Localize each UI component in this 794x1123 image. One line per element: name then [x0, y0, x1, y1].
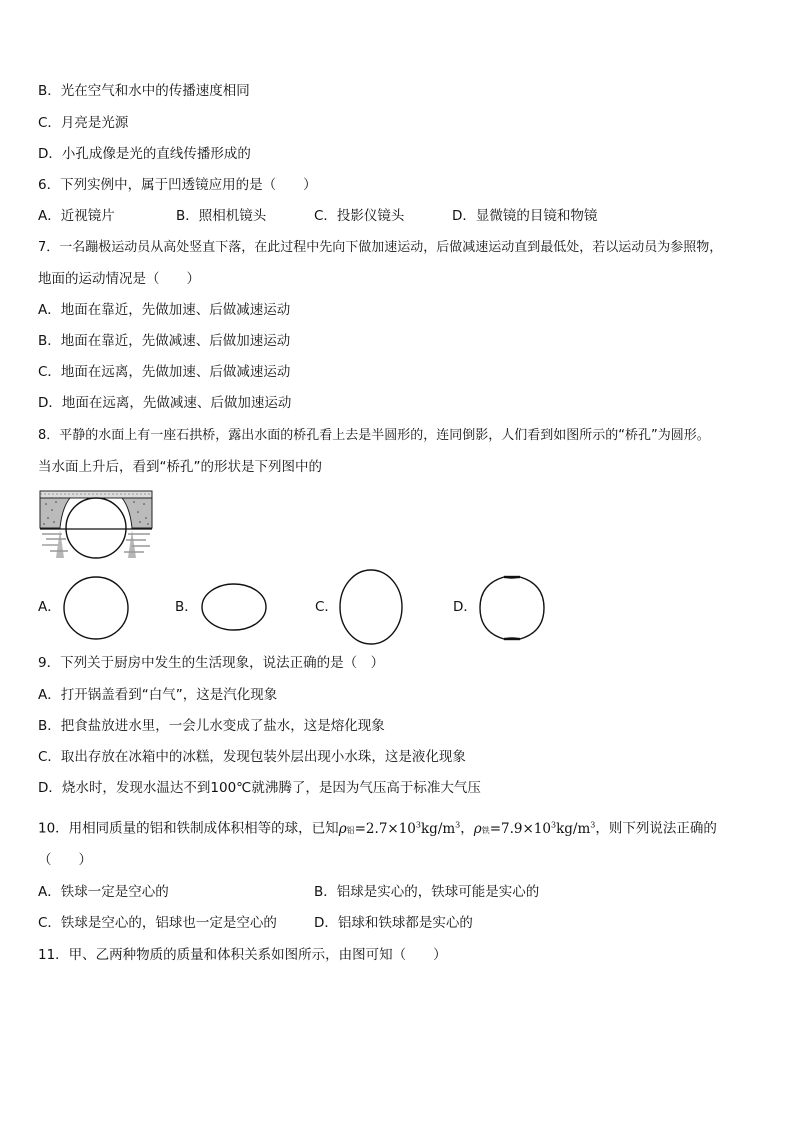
q7-option-b: B．地面在靠近，先做减速、后做加速运动: [38, 333, 291, 349]
q7-option-c: C．地面在远离，先做加速、后做减速运动: [38, 364, 291, 380]
q9-stem: 9．下列关于厨房中发生的生活现象，说法正确的是（ ）: [38, 655, 385, 671]
iron-density-value: =7.9×10: [489, 820, 551, 837]
q8-stem-line2: 当水面上升后，看到“桥孔”的形状是下列图中的: [38, 459, 322, 475]
q10-options-row1: [38, 883, 758, 901]
aluminum-subscript: 铝: [346, 825, 355, 835]
q9-option-a: A．打开锅盖看到“白气”，这是汽化现象: [38, 687, 278, 703]
q9-option-b: B．把食盐放进水里，一会儿水变成了盐水，这是熔化现象: [38, 718, 385, 734]
density-unit: kg/m: [421, 820, 456, 837]
q8-label-a: A．: [38, 599, 61, 615]
q8-choice-b-ellipse: [200, 582, 268, 632]
q10-option-a: A．铁球一定是空心的: [38, 884, 169, 900]
q9-option-d: D．烧水时，发现水温达不到100℃就沸腾了，是因为气压高于标准大气压: [38, 780, 481, 796]
q10-option-d: D．铝球和铁球都是实心的: [314, 915, 473, 931]
q8-choice-d-shape: [477, 574, 547, 642]
q10-stem-text: 10．用相同质量的铝和铁制成体积相等的球，已知: [38, 820, 339, 837]
q10-options-row2: [38, 914, 758, 932]
q6-stem: 6．下列实例中，属于凹透镜应用的是（ ）: [38, 177, 317, 193]
q10-stem: 10．用相同质量的铝和铁制成体积相等的球，已知ρ铝$=2.7\times 10^3kg/m^3$，ρ铁$=7.9\times 10^3kg/m^3$，则下列说法正确的: [38, 820, 717, 837]
q5-option-d: D．小孔成像是光的直线传播形成的: [38, 146, 251, 162]
q6-options: [38, 207, 758, 225]
q7-option-d: D．地面在远离，先做减速、后做加速运动: [38, 395, 292, 411]
iron-subscript: 铁: [481, 825, 490, 835]
q9-option-c: C．取出存放在冰箱中的冰糕，发现包装外层出现小水珠，这是液化现象: [38, 749, 466, 765]
q6-option-d: D．显微镜的目镜和物镜: [452, 208, 598, 224]
q8-label-b: B．: [175, 599, 198, 615]
q10-option-c: C．铁球是空心的，铝球也一定是空心的: [38, 915, 277, 931]
q8-choice-a-circle: [62, 575, 130, 641]
q7-stem-line2: 地面的运动情况是（ ）: [38, 271, 200, 287]
q10-stem-tail: ，则下列说法正确的: [595, 820, 717, 837]
q7-option-a: A．地面在靠近，先做加速、后做减速运动: [38, 302, 291, 318]
q8-label-c: C．: [315, 599, 338, 615]
rho-aluminum: ρ铝: [338, 820, 355, 837]
q5-option-b: B．光在空气和水中的传播速度相同: [38, 83, 250, 99]
q6-option-b: B．照相机镜头: [176, 208, 267, 224]
q6-option-a: A．近视镜片: [38, 208, 115, 224]
q8-stem-line1: 8．平静的水面上有一座石拱桥，露出水面的桥孔看上去是半圆形的，连同倒影，人们看到如图所示的“桥孔”为圆形。: [38, 428, 710, 443]
q8-choice-c-ellipse: [338, 568, 404, 646]
q11-stem: 11．甲、乙两种物质的质量和体积关系如图所示，由图可知（ ）: [38, 947, 447, 963]
bridge-figure: [40, 488, 152, 558]
rho-iron: ρ铁: [473, 820, 490, 837]
q10-answer-paren: （ ）: [38, 852, 92, 868]
q8-label-d: D．: [453, 599, 477, 615]
aluminum-density-value: =2.7×10: [354, 820, 416, 837]
q10-option-b: B．铝球是实心的，铁球可能是实心的: [314, 884, 540, 900]
q5-option-c: C．月亮是光源: [38, 115, 129, 131]
q6-option-c: C．投影仪镜头: [314, 208, 405, 224]
q7-stem-line1: 7．一名蹦极运动员从高处竖直下落，在此过程中先向下做加速运动，后做减速运动直到最低处，若以运动员为参照物，: [38, 240, 723, 255]
